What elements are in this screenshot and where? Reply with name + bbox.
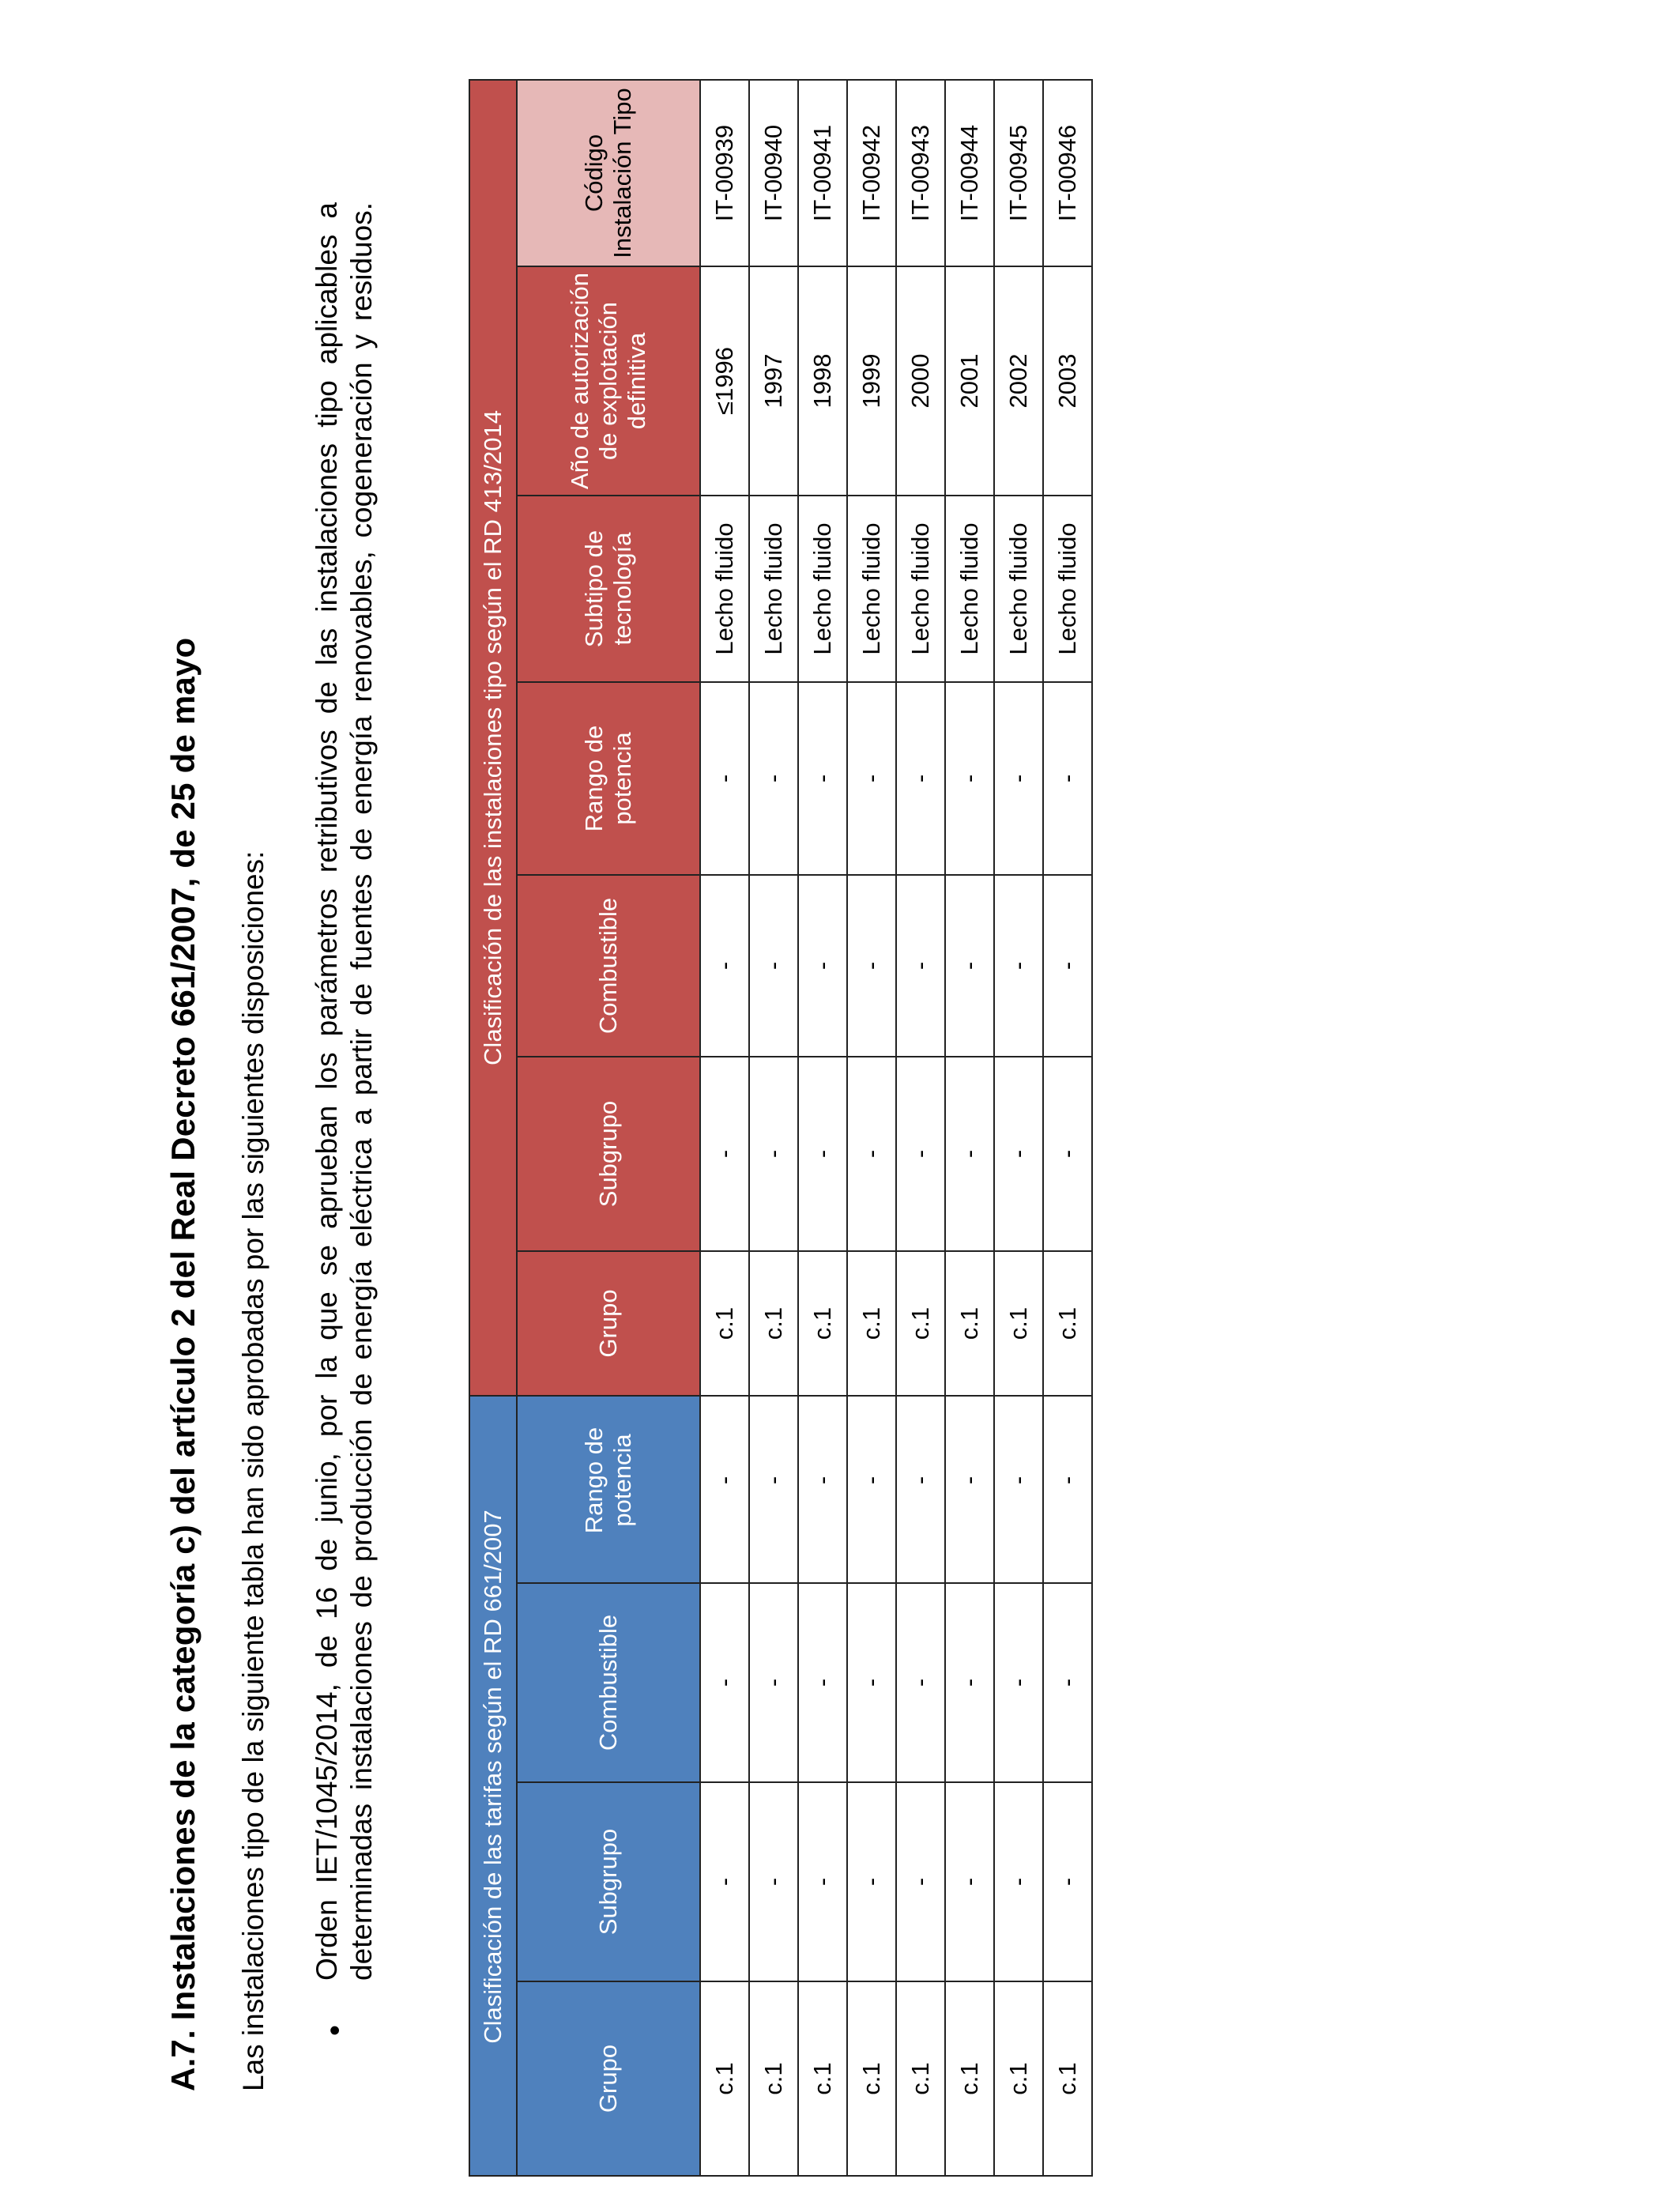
table-cell: 2002 [994,266,1043,496]
table-cell: IT-00946 [1043,80,1092,266]
table-cell: - [749,682,798,875]
column-header-ano-autorizacion: Año de autorización de explotación definitiva [517,266,700,496]
table-cell: c.1 [994,1251,1043,1396]
table-cell: - [945,1782,994,1981]
table-cell: - [749,1583,798,1782]
table-cell: - [945,1057,994,1251]
table-cell: - [994,1378,1043,1583]
column-header-grupo: Grupo [517,1981,700,2176]
table-cell: 2003 [1043,266,1092,496]
section-heading: A.7. Instalaciones de la categoría c) del artículo 2 del Real Decreto 661/2007, de 25 de mayo [164,637,202,2091]
table-cell: - [700,875,749,1057]
table-cell: Lecho fluido [896,496,945,682]
table-cell: c.1 [847,1981,896,2176]
table-cell: - [847,1583,896,1782]
table-cell: c.1 [798,1251,847,1396]
table-row [847,80,896,1396]
table-cell: - [945,1583,994,1782]
table-cell: c.1 [945,1251,994,1396]
table-cell: 1997 [749,266,798,496]
table-cell: c.1 [749,1981,798,2176]
table-row [847,1378,896,2176]
table-row [994,80,1043,1396]
table-cell: - [1043,1583,1092,1782]
table-cell: IT-00944 [945,80,994,266]
table-cell: - [847,875,896,1057]
table-cell: - [1043,1057,1092,1251]
table-row [945,1378,994,2176]
column-header-subgrupo: Subgrupo [517,1782,700,1981]
table-cell: c.1 [945,1981,994,2176]
table-cell: IT-00943 [896,80,945,266]
table-cell: - [700,1378,749,1583]
column-header-combustible: Combustible [517,1583,700,1782]
table-cell: - [749,1057,798,1251]
column-header-grupo: Grupo [517,1251,700,1396]
table-rd661-title: Clasificación de las tarifas según el RD 661/2007 [469,1378,517,2176]
table-row [798,80,847,1396]
table-cell: - [749,875,798,1057]
table-cell: c.1 [798,1981,847,2176]
table-cell: Lecho fluido [749,496,798,682]
table-cell: - [700,682,749,875]
intro-paragraph: Las instalaciones tipo de la siguiente tabla han sido aprobadas por las siguientes disposiciones: [237,850,269,2091]
table-cell: - [1043,1782,1092,1981]
column-header-rango-potencia: Rango de potencia [517,1378,700,1583]
table-rd413-title: Clasificación de las instalaciones tipo según el RD 413/2014 [469,80,517,1396]
table-cell: c.1 [896,1981,945,2176]
table-cell: - [994,875,1043,1057]
table-row [749,80,798,1396]
table-rd413-body [700,80,1092,1396]
table-cell: c.1 [1043,1251,1092,1396]
table-cell: - [896,682,945,875]
table-cell: c.1 [847,1251,896,1396]
table-cell: - [749,1782,798,1981]
table-cell: - [847,1378,896,1583]
table-row [1043,1378,1092,2176]
table-cell: - [798,1057,847,1251]
table-cell: Lecho fluido [700,496,749,682]
column-header-codigo-instalacion: Código Instalación Tipo [517,80,700,266]
table-cell: 1999 [847,266,896,496]
table-cell: - [896,1057,945,1251]
table-cell: - [798,1782,847,1981]
table-cell: - [1043,1378,1092,1583]
table-cell: - [847,682,896,875]
table-row [994,1378,1043,2176]
table-cell: c.1 [994,1981,1043,2176]
table-cell: 1998 [798,266,847,496]
column-header-combustible: Combustible [517,875,700,1057]
table-cell: - [994,1782,1043,1981]
table-cell: c.1 [1043,1981,1092,2176]
table-rd413 [469,79,1093,1397]
table-cell: - [945,682,994,875]
table-cell: - [896,1583,945,1782]
table-cell: Lecho fluido [994,496,1043,682]
table-row [749,1378,798,2176]
table-cell: IT-00940 [749,80,798,266]
table-cell: c.1 [700,1981,749,2176]
table-cell: IT-00939 [700,80,749,266]
table-cell: Lecho fluido [1043,496,1092,682]
table-cell: c.1 [700,1251,749,1396]
table-cell: IT-00942 [847,80,896,266]
table-cell: - [896,1782,945,1981]
table-cell: - [798,1378,847,1583]
table-cell: - [798,682,847,875]
table-cell: Lecho fluido [798,496,847,682]
table-cell: - [1043,875,1092,1057]
table-cell: - [847,1057,896,1251]
table-row [945,80,994,1396]
table-cell: - [847,1782,896,1981]
table-rd661-body [700,1378,1092,2176]
table-cell: 2000 [896,266,945,496]
table-row [798,1378,847,2176]
table-row [896,80,945,1396]
table-cell: - [700,1583,749,1782]
table-cell: - [994,1583,1043,1782]
bullet-marker: • [318,2024,352,2036]
table-cell: - [700,1782,749,1981]
column-header-subtipo-tecnologia: Subtipo de tecnología [517,496,700,682]
table-cell: ≤1996 [700,266,749,496]
table-cell: IT-00941 [798,80,847,266]
table-cell: - [945,1378,994,1583]
table-cell: - [1043,682,1092,875]
table-cell: - [994,682,1043,875]
table-cell: - [994,1057,1043,1251]
table-cell: - [749,1378,798,1583]
table-row [700,1378,749,2176]
table-cell: Lecho fluido [945,496,994,682]
column-header-subgrupo: Subgrupo [517,1057,700,1251]
table-cell: - [798,1583,847,1782]
table-cell: - [700,1057,749,1251]
table-cell: - [896,1378,945,1583]
table-row [700,80,749,1396]
table-rd661 [469,1377,1093,2177]
table-cell: - [896,875,945,1057]
bullet-text: Orden IET/1045/2014, de 16 de junio, por la que se aprueban los parámetros retributivos de las instalaciones tipo aplicables a determinadas instalaciones de producción de energía eléctrica a partir de fuentes de energía renovables, cogeneración y residuos. [311,202,378,1981]
table-cell: c.1 [749,1251,798,1396]
table-cell: - [798,875,847,1057]
table-cell: - [945,875,994,1057]
table-cell: IT-00945 [994,80,1043,266]
table-cell: c.1 [896,1251,945,1396]
table-row [896,1378,945,2176]
table-row [1043,80,1092,1396]
table-cell: 2001 [945,266,994,496]
table-cell: Lecho fluido [847,496,896,682]
column-header-rango-potencia: Rango de potencia [517,682,700,875]
